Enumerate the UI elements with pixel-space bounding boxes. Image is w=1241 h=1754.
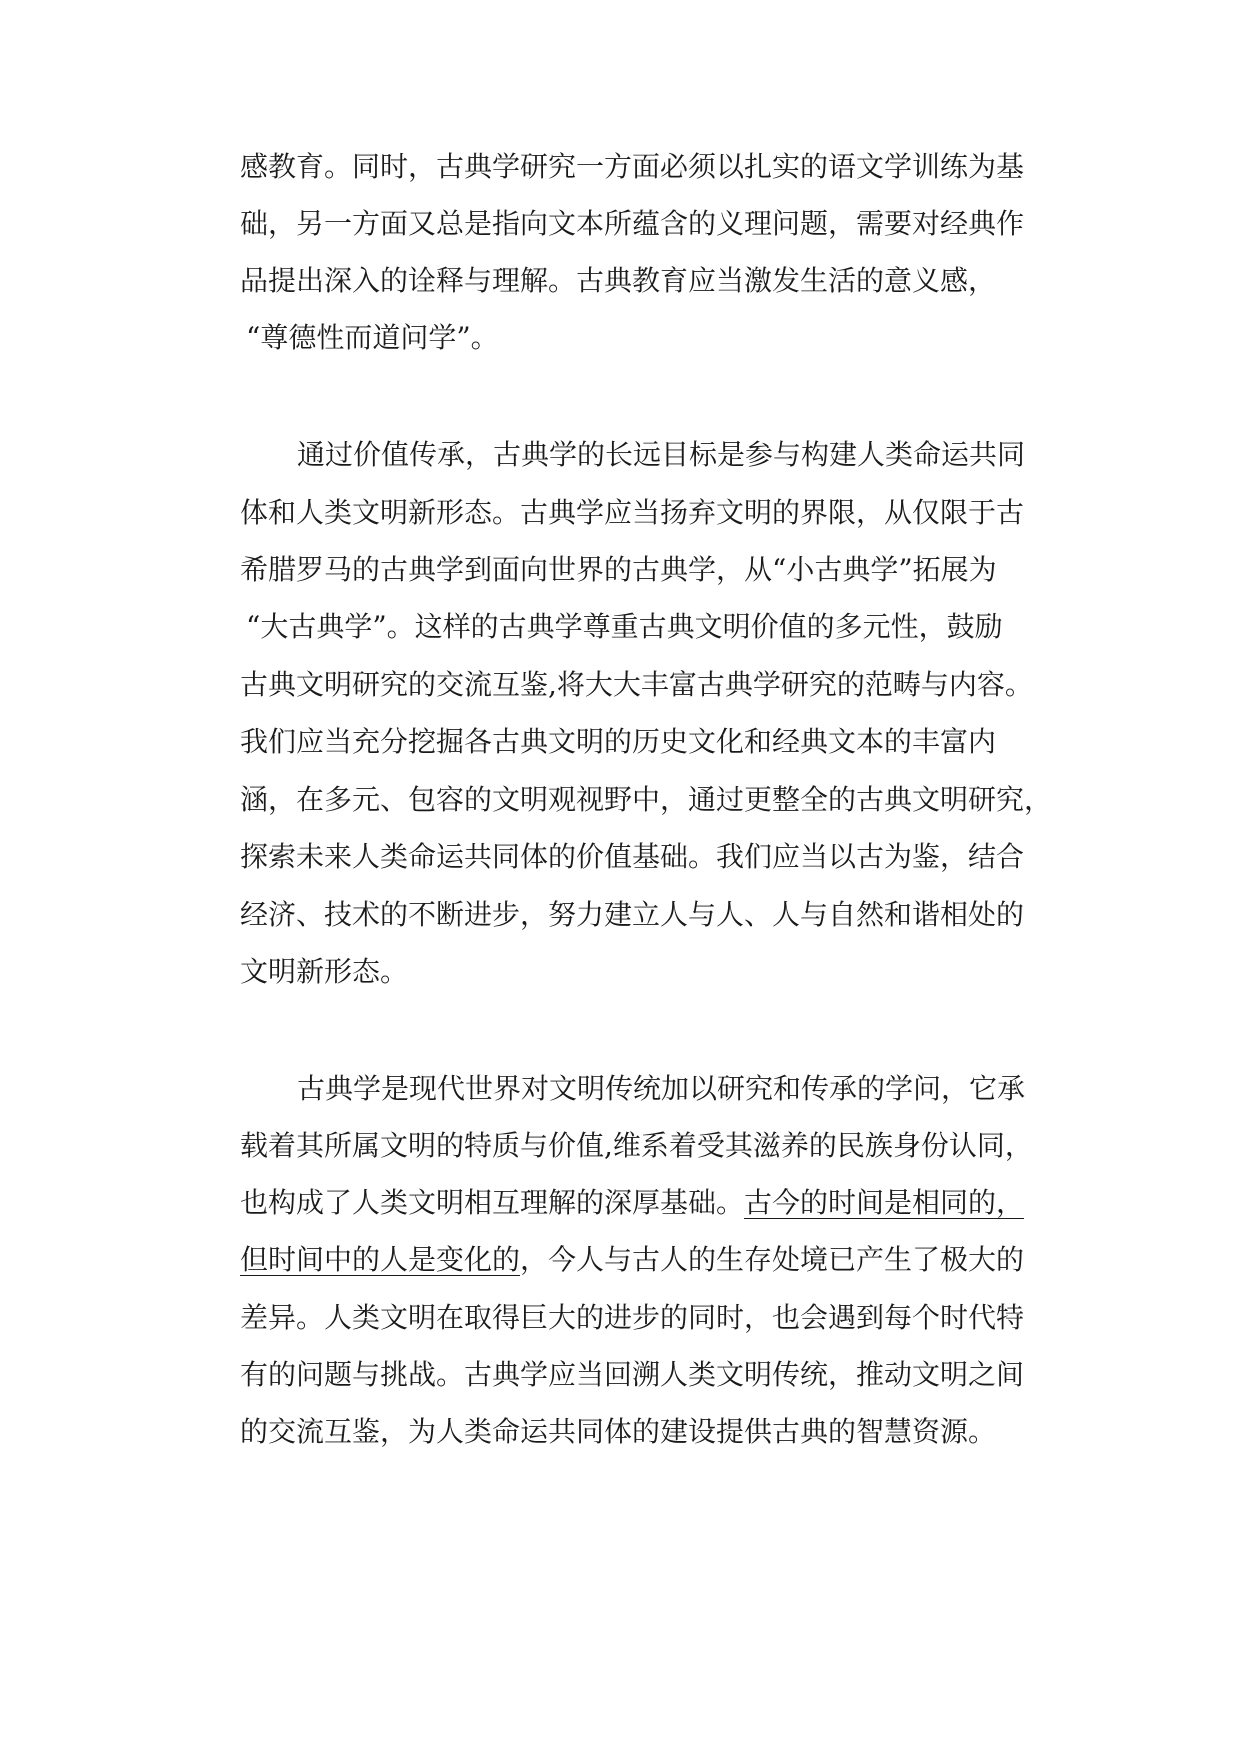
paragraph-3-line-6: 有的问题与挑战。古典学应当回溯人类文明传统，推动文明之间 <box>240 1358 1025 1391</box>
paragraph-2-line-1: 通过价值传承，古典学的长远目标是参与构建人类命运共同 <box>297 438 1026 471</box>
paragraph-2-line-6: 我们应当充分挖掘各古典文明的历史文化和经典文本的丰富内 <box>240 725 997 758</box>
paragraph-3-line-7: 的交流互鉴，为人类命运共同体的建设提供古典的智慧资源。 <box>240 1415 997 1448</box>
paragraph-2-line-7: 涵，在多元、包容的文明观视野中，通过更整全的古典文明研究， <box>240 783 1053 816</box>
paragraph-3-line-5: 差异。人类文明在取得巨大的进步的同时，也会遇到每个时代特 <box>240 1301 1025 1334</box>
paragraph-2-line-3: 希腊罗马的古典学到面向世界的古典学，从“小古典学”拓展为 <box>240 553 997 586</box>
paragraph-3-line-3 <box>240 1185 1024 1221</box>
paragraph-3-line-1: 古典学是现代世界对文明传统加以研究和传承的学问，它承 <box>297 1072 1026 1105</box>
paragraph-2-line-2: 体和人类文明新形态。古典学应当扬弃文明的界限，从仅限于古 <box>240 496 1025 529</box>
paragraph-2-line-5: 古典文明研究的交流互鉴,将大大丰富古典学研究的范畴与内容。 <box>240 668 1033 701</box>
paragraph-3-line-4 <box>240 1242 1024 1278</box>
paragraph-3-line-3-text: 也构成了人类文明相互理解的深厚基础。 <box>240 1186 745 1219</box>
paragraph-1-line-3: 品提出深入的诠释与理解。古典教育应当激发生活的意义感， <box>240 264 997 297</box>
paragraph-3-line-2: 载着其所属文明的特质与价值,维系着受其滋养的民族身份认同， <box>240 1129 1033 1162</box>
paragraph-1-line-1: 感教育。同时，古典学研究一方面必须以扎实的语文学训练为基 <box>240 150 1025 183</box>
underlined-phrase-part-1: 古今的时间是相同的， <box>744 1186 1025 1219</box>
paragraph-2-line-9: 经济、技术的不断进步，努力建立人与人、人与自然和谐相处的 <box>240 898 1025 931</box>
paragraph-1-line-2: 础，另一方面又总是指向文本所蕴含的义理问题，需要对经典作 <box>240 207 1025 240</box>
paragraph-2-line-10: 文明新形态。 <box>240 955 409 988</box>
underlined-phrase-part-2: 但时间中的人是变化的 <box>240 1243 521 1276</box>
paragraph-1-line-4: “尊德性而道问学”。 <box>246 321 499 354</box>
paragraph-2-line-8: 探索未来人类命运共同体的价值基础。我们应当以古为鉴，结合 <box>240 840 1025 873</box>
paragraph-3-line-4-text: ，今人与古人的生存处境已产生了极大的 <box>520 1243 1025 1276</box>
paragraph-2-line-4: “大古典学”。这样的古典学尊重古典文明价值的多元性，鼓励 <box>246 610 1003 643</box>
